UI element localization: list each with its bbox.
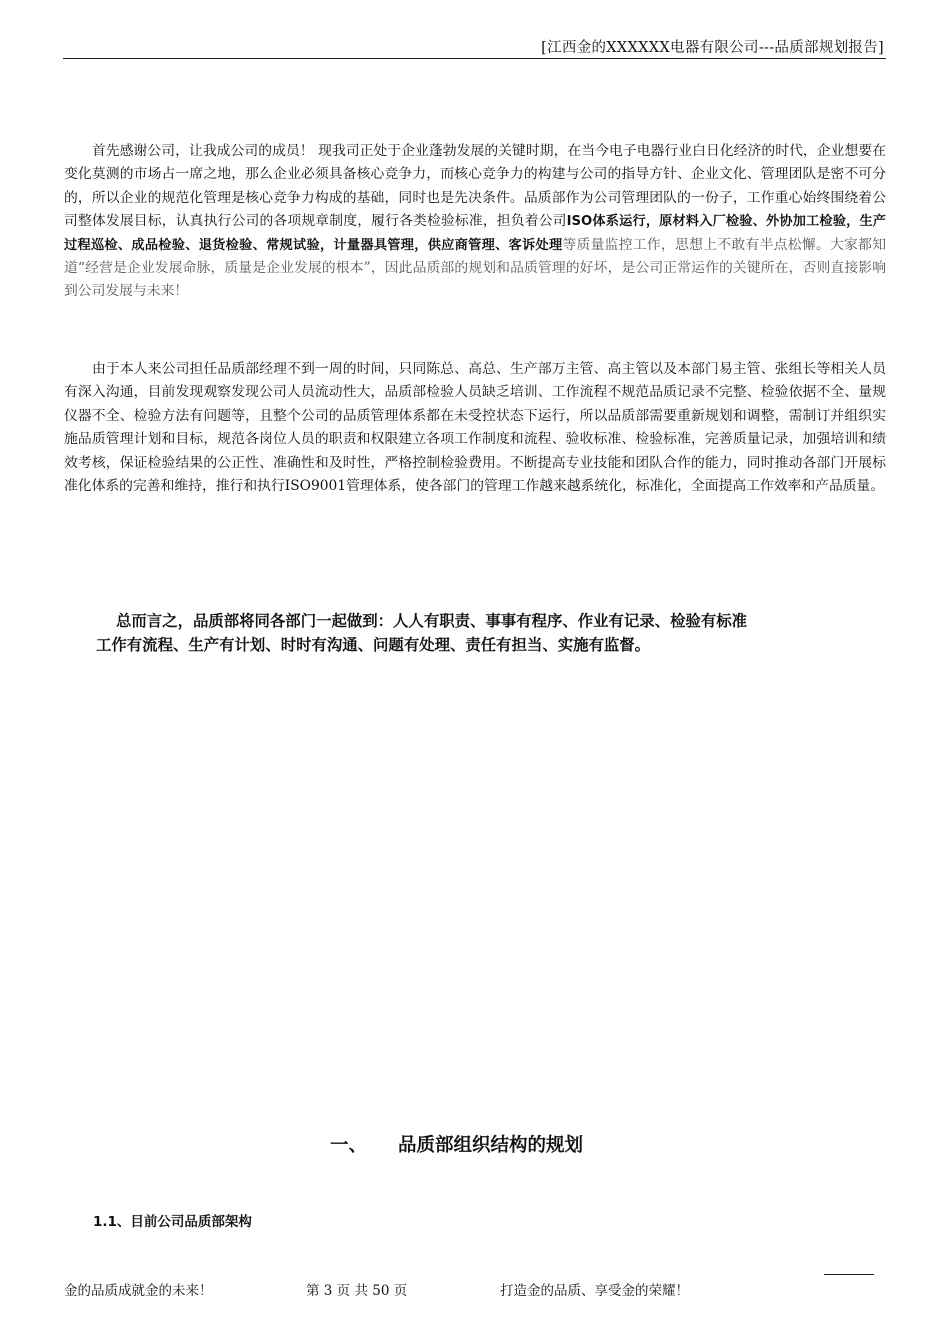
section-number: 一、 <box>330 1135 368 1156</box>
intro-text-b: 等质量监控工作，思想上不敢有半点松懈。大家都知道“经营是企业发展命脉，质量是企业发展的根本”，因此品质部的规划和品质管理的好坏，是公司正常运作的关键所在，否则直接影响到公司发展与未来！ <box>64 236 887 300</box>
summary-statement <box>96 609 886 657</box>
footer-page-number: 第 3 页 共 50 页 <box>306 1283 408 1299</box>
footer-rule <box>824 1274 874 1275</box>
page-header <box>63 34 886 59</box>
footer-slogan-right: 打造金的品质、享受金的荣耀！ <box>500 1283 689 1299</box>
subsection-heading: 1.1、目前公司品质部架构 <box>93 1214 252 1230</box>
intro-paragraph-2: 由于本人来公司担任品质部经理不到一周的时间，只同陈总、高总、生产部万主管、高主管以及本部门易主管、张组长等相关人员有深入沟通，目前发现观察发现公司人员流动性大，品质部检验人员缺乏培训、工作流程不规范品质记录不完整、检验依据不全、量规仪器不全、检验方法有问题等，且整个公司的品质管理体系都在未受控状态下运行，所以品质部需要重新规划和调整，需制订并组织实施品质管理计划和目标，规范各岗位人员的职责和权限建立各项工作制度和流程、验收标准、检验标准，完善质量记录，加强培训和绩效考核，保证检验结果的公正性、准确性和及时性，严格控制检验费用。不断提高专业技能和团队合作的能力，同时推动各部门开展标准化体系的完善和维持，推行和执行ISO9001管理体系，使各部门的管理工作越来越系统化，标准化，全面提高工作效率和产品质量。 <box>64 361 886 495</box>
summary-line-1: 总而言之，品质部将同各部门一起做到：人人有职责、事事有程序、作业有记录、检验有标准 <box>116 612 748 630</box>
footer-slogan-left: 金的品质成就金的未来！ <box>64 1283 213 1299</box>
section-heading <box>330 1131 583 1157</box>
intro-text-a: 首先感谢公司，让我成公司的成员！ 现我司正处于企业蓬勃发展的关键时期，在当今电子电器行业白日化经济的时代，企业想要在变化莫测的市场占一席之地，那么企业必须具备核心竞争力，而核心竞争力的构建与公司的指导方针、企业文化、管理团队是密不可分的，所以企业的规范化管理是核心竞争力构成的基础，同时也是先决条件。品质部作为公司管理团队的一份子，工作重心始终围绕着公司整体发展目标，认真执行公司的各项规章制度，履行各类检验标准，担负着公司 <box>64 143 886 230</box>
header-title: [江西金的XXXXXX电器有限公司---品质部规划报告] <box>541 40 884 56</box>
intro-bold-responsibilities: ISO体系运行，原材料入厂检验、外协加工检验，生产过程巡检、成品检验、退货检验、常规试验，计量器具管理，供应商管理、客诉处理 <box>64 214 886 253</box>
intro-paragraph-1 <box>64 140 886 304</box>
summary-line-2: 工作有流程、生产有计划、时时有沟通、问题有处理、责任有担当、实施有监督。 <box>96 636 651 654</box>
section-title: 品质部组织结构的规划 <box>398 1135 584 1156</box>
